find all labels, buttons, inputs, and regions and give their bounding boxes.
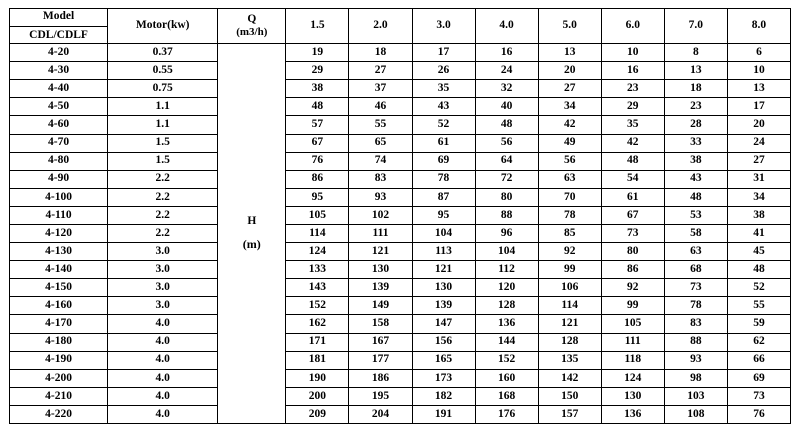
cell-head-value: 85 (538, 224, 601, 242)
cell-head-value: 52 (727, 279, 790, 297)
cell-head-value: 76 (286, 152, 349, 170)
header-flow-col-2: 3.0 (412, 9, 475, 44)
table-header (10, 9, 791, 44)
cell-head-value: 102 (349, 206, 412, 224)
cell-head-value: 186 (349, 369, 412, 387)
cell-motor-power: 4.0 (108, 405, 218, 423)
cell-motor-power: 1.1 (108, 98, 218, 116)
cell-motor-power: 2.2 (108, 224, 218, 242)
table-row (10, 315, 791, 333)
cell-head-value: 99 (601, 297, 664, 315)
cell-head-value: 53 (664, 206, 727, 224)
cell-head-value: 136 (475, 315, 538, 333)
cell-head-value: 128 (538, 333, 601, 351)
cell-head-value: 106 (538, 279, 601, 297)
table-row (10, 62, 791, 80)
cell-head-value: 105 (286, 206, 349, 224)
cell-head-value: 83 (664, 315, 727, 333)
cell-head-value: 195 (349, 387, 412, 405)
header-model-bottom: CDL/CDLF (29, 28, 88, 41)
cell-head-value: 92 (538, 243, 601, 261)
cell-head-value: 63 (664, 243, 727, 261)
cell-head-value: 48 (475, 116, 538, 134)
cell-head-value: 55 (727, 297, 790, 315)
cell-head-value: 20 (727, 116, 790, 134)
cell-head-value: 204 (349, 405, 412, 423)
cell-head-value: 78 (538, 206, 601, 224)
cell-motor-power: 4.0 (108, 315, 218, 333)
cell-head-value: 136 (601, 405, 664, 423)
cell-head-value: 168 (475, 387, 538, 405)
cell-head-value: 48 (286, 98, 349, 116)
cell-head-value: 66 (727, 351, 790, 369)
cell-head-value: 80 (601, 243, 664, 261)
cell-model: 4-90 (10, 170, 108, 188)
head-unit: (m) (242, 237, 261, 252)
cell-head-value: 86 (286, 170, 349, 188)
cell-head-value: 49 (538, 134, 601, 152)
cell-head-value: 120 (475, 279, 538, 297)
header-flow-col-7: 8.0 (727, 9, 790, 44)
header-model-top: Model (42, 10, 75, 22)
cell-model: 4-100 (10, 188, 108, 206)
cell-model: 4-180 (10, 333, 108, 351)
cell-head-value: 43 (412, 98, 475, 116)
cell-head-value: 113 (412, 243, 475, 261)
cell-head-value: 27 (727, 152, 790, 170)
cell-model: 4-80 (10, 152, 108, 170)
header-flow-unit: (m3/h) (236, 26, 268, 39)
cell-head-value: 93 (664, 351, 727, 369)
cell-head-value: 121 (349, 243, 412, 261)
cell-motor-power: 1.5 (108, 134, 218, 152)
cell-model: 4-40 (10, 80, 108, 98)
cell-head-value: 147 (412, 315, 475, 333)
cell-model: 4-160 (10, 297, 108, 315)
pump-performance-table (9, 8, 791, 424)
cell-model: 4-110 (10, 206, 108, 224)
cell-head-value: 104 (475, 243, 538, 261)
cell-head-value: 29 (286, 62, 349, 80)
cell-head-value: 142 (538, 369, 601, 387)
header-flow-col-0: 1.5 (286, 9, 349, 44)
cell-head-value: 128 (475, 297, 538, 315)
cell-motor-power: 4.0 (108, 387, 218, 405)
cell-head-value: 42 (601, 134, 664, 152)
cell-motor-power: 2.2 (108, 188, 218, 206)
cell-head-value: 55 (349, 116, 412, 134)
cell-head-value: 18 (664, 80, 727, 98)
cell-head-value: 83 (349, 170, 412, 188)
cell-model: 4-60 (10, 116, 108, 134)
cell-head-value: 112 (475, 261, 538, 279)
cell-head-value: 108 (664, 405, 727, 423)
cell-head-value: 6 (727, 44, 790, 62)
header-flow (218, 9, 286, 44)
table-row (10, 206, 791, 224)
cell-model: 4-70 (10, 134, 108, 152)
table-row (10, 188, 791, 206)
table-row (10, 387, 791, 405)
header-row (10, 9, 791, 44)
cell-head-value: 35 (412, 80, 475, 98)
cell-head-value: 38 (286, 80, 349, 98)
cell-motor-power: 4.0 (108, 369, 218, 387)
cell-head-value: 48 (664, 188, 727, 206)
cell-head-value: 173 (412, 369, 475, 387)
cell-head-value: 33 (664, 134, 727, 152)
cell-head-value: 61 (412, 134, 475, 152)
cell-head-value: 72 (475, 170, 538, 188)
cell-head-value: 32 (475, 80, 538, 98)
cell-head-value: 41 (727, 224, 790, 242)
cell-head-value: 54 (601, 170, 664, 188)
cell-model: 4-50 (10, 98, 108, 116)
cell-model: 4-120 (10, 224, 108, 242)
cell-head-value: 45 (727, 243, 790, 261)
cell-head-value: 124 (286, 243, 349, 261)
cell-motor-power: 1.5 (108, 152, 218, 170)
cell-head-value: 121 (412, 261, 475, 279)
cell-motor-power: 3.0 (108, 279, 218, 297)
header-model-divider (10, 26, 107, 27)
cell-model: 4-140 (10, 261, 108, 279)
cell-head-value: 177 (349, 351, 412, 369)
table-row (10, 152, 791, 170)
cell-head-value: 10 (727, 62, 790, 80)
cell-head-value: 17 (727, 98, 790, 116)
cell-model: 4-200 (10, 369, 108, 387)
cell-motor-power: 3.0 (108, 297, 218, 315)
table-row (10, 80, 791, 98)
cell-head-value: 98 (664, 369, 727, 387)
table-row (10, 297, 791, 315)
cell-head-value: 13 (727, 80, 790, 98)
cell-head-value: 29 (601, 98, 664, 116)
cell-head-value: 27 (349, 62, 412, 80)
cell-head-value: 152 (475, 351, 538, 369)
header-flow-col-5: 6.0 (601, 9, 664, 44)
cell-head-value: 103 (664, 387, 727, 405)
cell-head-value: 171 (286, 333, 349, 351)
cell-head-value: 40 (475, 98, 538, 116)
cell-model: 4-30 (10, 62, 108, 80)
cell-head-value: 74 (349, 152, 412, 170)
table-row (10, 44, 791, 62)
header-motor: Motor(kw) (108, 9, 218, 44)
cell-head-value: 64 (475, 152, 538, 170)
cell-motor-power: 3.0 (108, 261, 218, 279)
cell-head-value: 182 (412, 387, 475, 405)
cell-motor-power: 1.1 (108, 116, 218, 134)
cell-head-value: 118 (601, 351, 664, 369)
table-row (10, 170, 791, 188)
cell-model: 4-210 (10, 387, 108, 405)
cell-head-value: 92 (601, 279, 664, 297)
cell-head-value: 156 (412, 333, 475, 351)
cell-head-value: 139 (349, 279, 412, 297)
cell-head-value: 73 (664, 279, 727, 297)
cell-head-value: 34 (538, 98, 601, 116)
cell-head-value: 20 (538, 62, 601, 80)
cell-model: 4-190 (10, 351, 108, 369)
table-row (10, 224, 791, 242)
cell-motor-power: 0.75 (108, 80, 218, 98)
cell-head-value: 114 (538, 297, 601, 315)
cell-head-value: 162 (286, 315, 349, 333)
cell-head-value: 31 (727, 170, 790, 188)
cell-motor-power: 4.0 (108, 351, 218, 369)
cell-head-value: 18 (349, 44, 412, 62)
cell-head-value: 88 (664, 333, 727, 351)
header-flow-col-4: 5.0 (538, 9, 601, 44)
cell-head-value: 58 (664, 224, 727, 242)
cell-head-value: 73 (727, 387, 790, 405)
cell-head-value: 19 (286, 44, 349, 62)
cell-head-value: 37 (349, 80, 412, 98)
table-body (10, 44, 791, 424)
cell-head-value: 46 (349, 98, 412, 116)
cell-motor-power: 2.2 (108, 170, 218, 188)
header-flow-col-1: 2.0 (349, 9, 412, 44)
cell-head-value: 124 (601, 369, 664, 387)
cell-head-value: 160 (475, 369, 538, 387)
cell-head-value: 42 (538, 116, 601, 134)
cell-head-value: 158 (349, 315, 412, 333)
cell-head-value: 17 (412, 44, 475, 62)
cell-model: 4-150 (10, 279, 108, 297)
table-row (10, 333, 791, 351)
cell-head-value: 114 (286, 224, 349, 242)
cell-head-value: 8 (664, 44, 727, 62)
cell-head-value: 13 (664, 62, 727, 80)
cell-motor-power: 4.0 (108, 333, 218, 351)
cell-head-value: 65 (349, 134, 412, 152)
pump-performance-sheet (0, 8, 800, 425)
cell-head-value: 76 (727, 405, 790, 423)
cell-head-value: 27 (538, 80, 601, 98)
cell-head-value: 34 (727, 188, 790, 206)
cell-head-value: 121 (538, 315, 601, 333)
cell-head-value: 69 (412, 152, 475, 170)
cell-head-value: 78 (664, 297, 727, 315)
cell-head-value: 38 (664, 152, 727, 170)
cell-head-value: 56 (538, 152, 601, 170)
cell-model: 4-170 (10, 315, 108, 333)
header-flow-col-6: 7.0 (664, 9, 727, 44)
cell-head-value: 143 (286, 279, 349, 297)
cell-head-value: 38 (727, 206, 790, 224)
cell-head-value: 133 (286, 261, 349, 279)
cell-head-value: 149 (349, 297, 412, 315)
cell-head-value: 70 (538, 188, 601, 206)
cell-head-value: 139 (412, 297, 475, 315)
cell-head-value: 26 (412, 62, 475, 80)
cell-head-value: 52 (412, 116, 475, 134)
cell-head-value: 130 (601, 387, 664, 405)
cell-head-value: 87 (412, 188, 475, 206)
cell-head-value: 111 (349, 224, 412, 242)
cell-head-value: 23 (601, 80, 664, 98)
table-row (10, 405, 791, 423)
cell-head-value: 88 (475, 206, 538, 224)
cell-head-value: 67 (601, 206, 664, 224)
cell-model: 4-220 (10, 405, 108, 423)
cell-head-value: 67 (286, 134, 349, 152)
cell-head-value: 150 (538, 387, 601, 405)
cell-head-value: 48 (727, 261, 790, 279)
header-model (10, 9, 108, 44)
cell-head-value: 57 (286, 116, 349, 134)
cell-model: 4-20 (10, 44, 108, 62)
cell-head-value: 13 (538, 44, 601, 62)
cell-head-value: 181 (286, 351, 349, 369)
cell-motor-power: 0.55 (108, 62, 218, 80)
table-row (10, 243, 791, 261)
cell-head-value: 111 (601, 333, 664, 351)
cell-head-value: 95 (412, 206, 475, 224)
cell-head-value: 43 (664, 170, 727, 188)
cell-head-value: 165 (412, 351, 475, 369)
cell-head-value: 167 (349, 333, 412, 351)
header-flow-col-3: 4.0 (475, 9, 538, 44)
cell-head-value: 99 (538, 261, 601, 279)
cell-head-value: 10 (601, 44, 664, 62)
cell-head-value: 157 (538, 405, 601, 423)
cell-head-value: 105 (601, 315, 664, 333)
cell-head-value: 68 (664, 261, 727, 279)
cell-model: 4-130 (10, 243, 108, 261)
cell-head-value: 152 (286, 297, 349, 315)
table-row (10, 116, 791, 134)
cell-head-value: 24 (475, 62, 538, 80)
table-row (10, 351, 791, 369)
cell-head-value: 16 (475, 44, 538, 62)
cell-head-value: 24 (727, 134, 790, 152)
cell-head-value: 35 (601, 116, 664, 134)
cell-head-value: 80 (475, 188, 538, 206)
cell-head-value: 104 (412, 224, 475, 242)
cell-head-label (218, 44, 286, 424)
table-row (10, 134, 791, 152)
cell-head-value: 200 (286, 387, 349, 405)
cell-head-value: 56 (475, 134, 538, 152)
cell-motor-power: 2.2 (108, 206, 218, 224)
cell-motor-power: 0.37 (108, 44, 218, 62)
cell-head-value: 28 (664, 116, 727, 134)
cell-head-value: 48 (601, 152, 664, 170)
cell-head-value: 63 (538, 170, 601, 188)
cell-head-value: 59 (727, 315, 790, 333)
table-row (10, 261, 791, 279)
header-flow-symbol: Q (247, 12, 257, 25)
cell-head-value: 61 (601, 188, 664, 206)
cell-head-value: 130 (412, 279, 475, 297)
cell-head-value: 95 (286, 188, 349, 206)
cell-motor-power: 3.0 (108, 243, 218, 261)
cell-head-value: 144 (475, 333, 538, 351)
cell-head-value: 135 (538, 351, 601, 369)
cell-head-value: 23 (664, 98, 727, 116)
cell-head-value: 209 (286, 405, 349, 423)
cell-head-value: 73 (601, 224, 664, 242)
cell-head-value: 78 (412, 170, 475, 188)
cell-head-value: 93 (349, 188, 412, 206)
cell-head-value: 69 (727, 369, 790, 387)
table-row (10, 98, 791, 116)
table-row (10, 279, 791, 297)
cell-head-value: 96 (475, 224, 538, 242)
cell-head-value: 190 (286, 369, 349, 387)
cell-head-value: 16 (601, 62, 664, 80)
cell-head-value: 130 (349, 261, 412, 279)
cell-head-value: 191 (412, 405, 475, 423)
cell-head-value: 62 (727, 333, 790, 351)
table-row (10, 369, 791, 387)
cell-head-value: 176 (475, 405, 538, 423)
cell-head-value: 86 (601, 261, 664, 279)
head-symbol: H (247, 215, 257, 228)
